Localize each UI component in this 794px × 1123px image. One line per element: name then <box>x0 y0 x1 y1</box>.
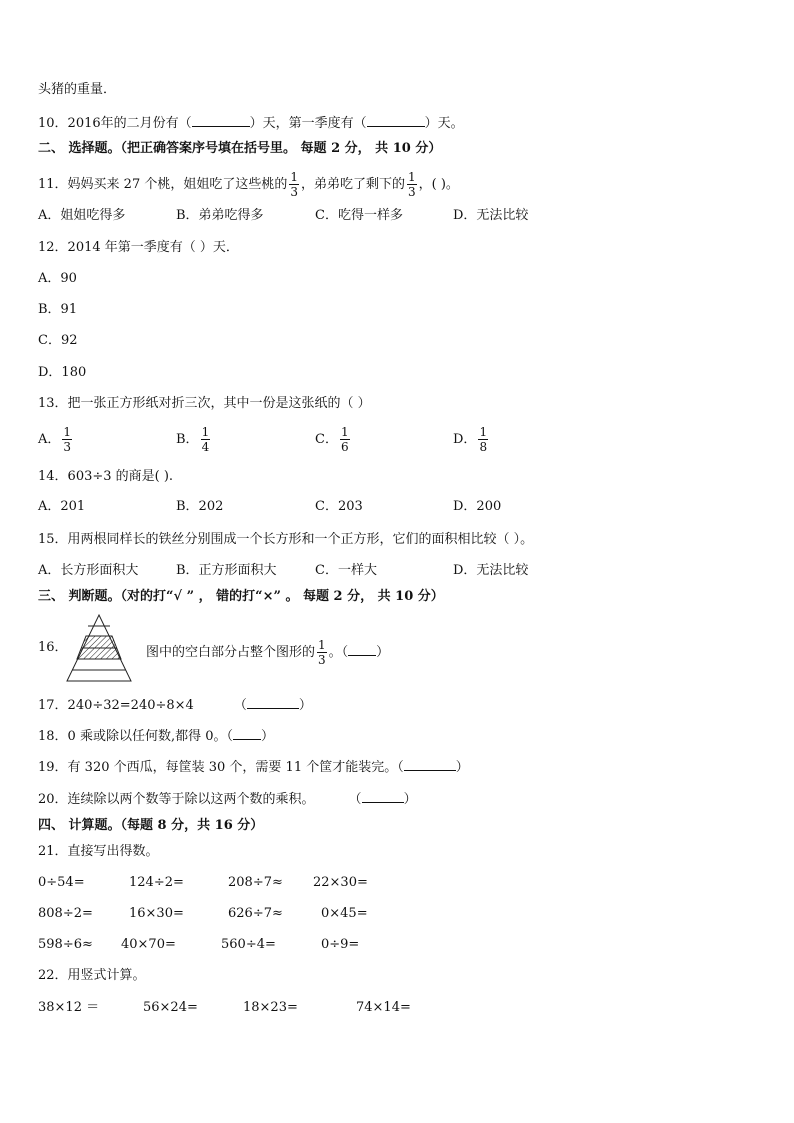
answer-blank[interactable] <box>192 114 250 127</box>
answer-blank[interactable] <box>404 758 456 771</box>
question-19: 19．有 320 个西瓜，每筐装 30 个，需要 11 个筐才能装完。（ ） <box>38 760 469 775</box>
fraction: $\frac{1}{4}$ <box>201 425 210 454</box>
calc-item: 808÷2= <box>38 906 93 921</box>
option-b[interactable]: B．202 <box>176 499 224 514</box>
calc-item: 0÷54= <box>38 875 85 890</box>
option-b[interactable]: B． $\frac{1}{4}$ <box>176 425 210 454</box>
calc-item: 74×14= <box>356 1000 411 1015</box>
option-d[interactable]: D． $\frac{1}{8}$ <box>453 425 488 454</box>
option-c[interactable]: C．92 <box>38 333 78 348</box>
question-11: 11．妈妈买来 27 个桃，姐姐吃了这些桃的 $\frac{1}{3}$ ，弟弟吃了剩下的 $\frac{1}{3}$ ，( )。 <box>38 170 459 199</box>
option-c[interactable]: C．203 <box>315 499 363 514</box>
triangle-figure <box>66 614 132 682</box>
question-16-number: 16． <box>38 640 68 655</box>
question-22: 22．用竖式计算。 <box>38 968 146 983</box>
option-b[interactable]: B．91 <box>38 302 78 317</box>
section-3-heading: 三、 判断题。（对的打“√ ” ， 错的打“×” 。 每题 2 分， 共 10 分） <box>38 589 444 604</box>
question-10: 10．2016年的二月份有（ ）天，第一季度有（ ）天。 <box>38 116 464 131</box>
calc-item: 22×30= <box>313 875 368 890</box>
answer-blank[interactable] <box>348 643 376 656</box>
option-a[interactable]: A． $\frac{1}{3}$ <box>38 425 72 454</box>
fraction: $\frac{1}{6}$ <box>340 425 349 454</box>
calc-item: 38×12 ＝ <box>38 1000 100 1015</box>
calc-item: 18×23= <box>243 1000 298 1015</box>
fraction: $\frac{1}{3}$ <box>408 170 416 199</box>
question-12: 12．2014 年第一季度有（ ）天． <box>38 240 239 255</box>
option-d[interactable]: D．200 <box>453 499 502 514</box>
option-c[interactable]: C．吃得一样多 <box>315 208 403 223</box>
question-14: 14．603÷3 的商是( ). <box>38 469 174 484</box>
calc-item: 40×70= <box>121 937 176 952</box>
fraction: $\frac{1}{8}$ <box>479 425 488 454</box>
calc-item: 0×45= <box>321 906 368 921</box>
calc-item: 0÷9= <box>321 937 360 952</box>
calc-item: 56×24= <box>143 1000 198 1015</box>
option-a[interactable]: A．长方形面积大 <box>38 563 139 578</box>
option-c[interactable]: C．一样大 <box>315 563 377 578</box>
option-d[interactable]: D．180 <box>38 365 87 380</box>
calc-item: 598÷6≈ <box>38 937 93 952</box>
option-c[interactable]: C． $\frac{1}{6}$ <box>315 425 349 454</box>
question-13: 13．把一张正方形纸对折三次，其中一份是这张纸的（ ） <box>38 396 371 411</box>
answer-blank[interactable] <box>367 114 425 127</box>
calc-item: 560÷4= <box>221 937 276 952</box>
option-d[interactable]: D．无法比较 <box>453 208 529 223</box>
calc-item: 626÷7≈ <box>228 906 283 921</box>
answer-blank[interactable] <box>233 727 261 740</box>
option-b[interactable]: B．正方形面积大 <box>176 563 277 578</box>
section-4-heading: 四、 计算题。（每题 8 分，共 16 分） <box>38 818 264 833</box>
question-21: 21．直接写出得数。 <box>38 844 159 859</box>
option-d[interactable]: D．无法比较 <box>453 563 529 578</box>
fraction: $\frac{1}{3}$ <box>318 638 326 667</box>
section-2-heading: 二、 选择题。（把正确答案序号填在括号里。 每题 2 分， 共 10 分） <box>38 141 442 156</box>
option-a[interactable]: A．90 <box>38 271 77 286</box>
question-16: 图中的空白部分占整个图形的 $\frac{1}{3}$ 。（ ） <box>146 638 390 667</box>
answer-blank[interactable] <box>247 696 299 709</box>
fraction: $\frac{1}{3}$ <box>290 170 298 199</box>
question-20: 20．连续除以两个数等于除以这两个数的乘积。 （ ） <box>38 792 417 807</box>
calc-item: 208÷7≈ <box>228 875 283 890</box>
answer-blank[interactable] <box>362 790 404 803</box>
question-17: 17．240÷32=240÷8×4 （ ） <box>38 698 312 713</box>
fraction: $\frac{1}{3}$ <box>63 425 72 454</box>
calc-item: 16×30= <box>129 906 184 921</box>
continued-text: 头猪的重量． <box>38 82 117 97</box>
option-a[interactable]: A．姐姐吃得多 <box>38 208 126 223</box>
question-18: 18．0 乘或除以任何数,都得 0。（ ） <box>38 729 274 744</box>
option-b[interactable]: B．弟弟吃得多 <box>176 208 264 223</box>
question-15: 15．用两根同样长的铁丝分别围成一个长方形和一个正方形，它们的面积相比较（ ）。 <box>38 532 534 547</box>
option-a[interactable]: A．201 <box>38 499 86 514</box>
calc-item: 124÷2= <box>129 875 184 890</box>
